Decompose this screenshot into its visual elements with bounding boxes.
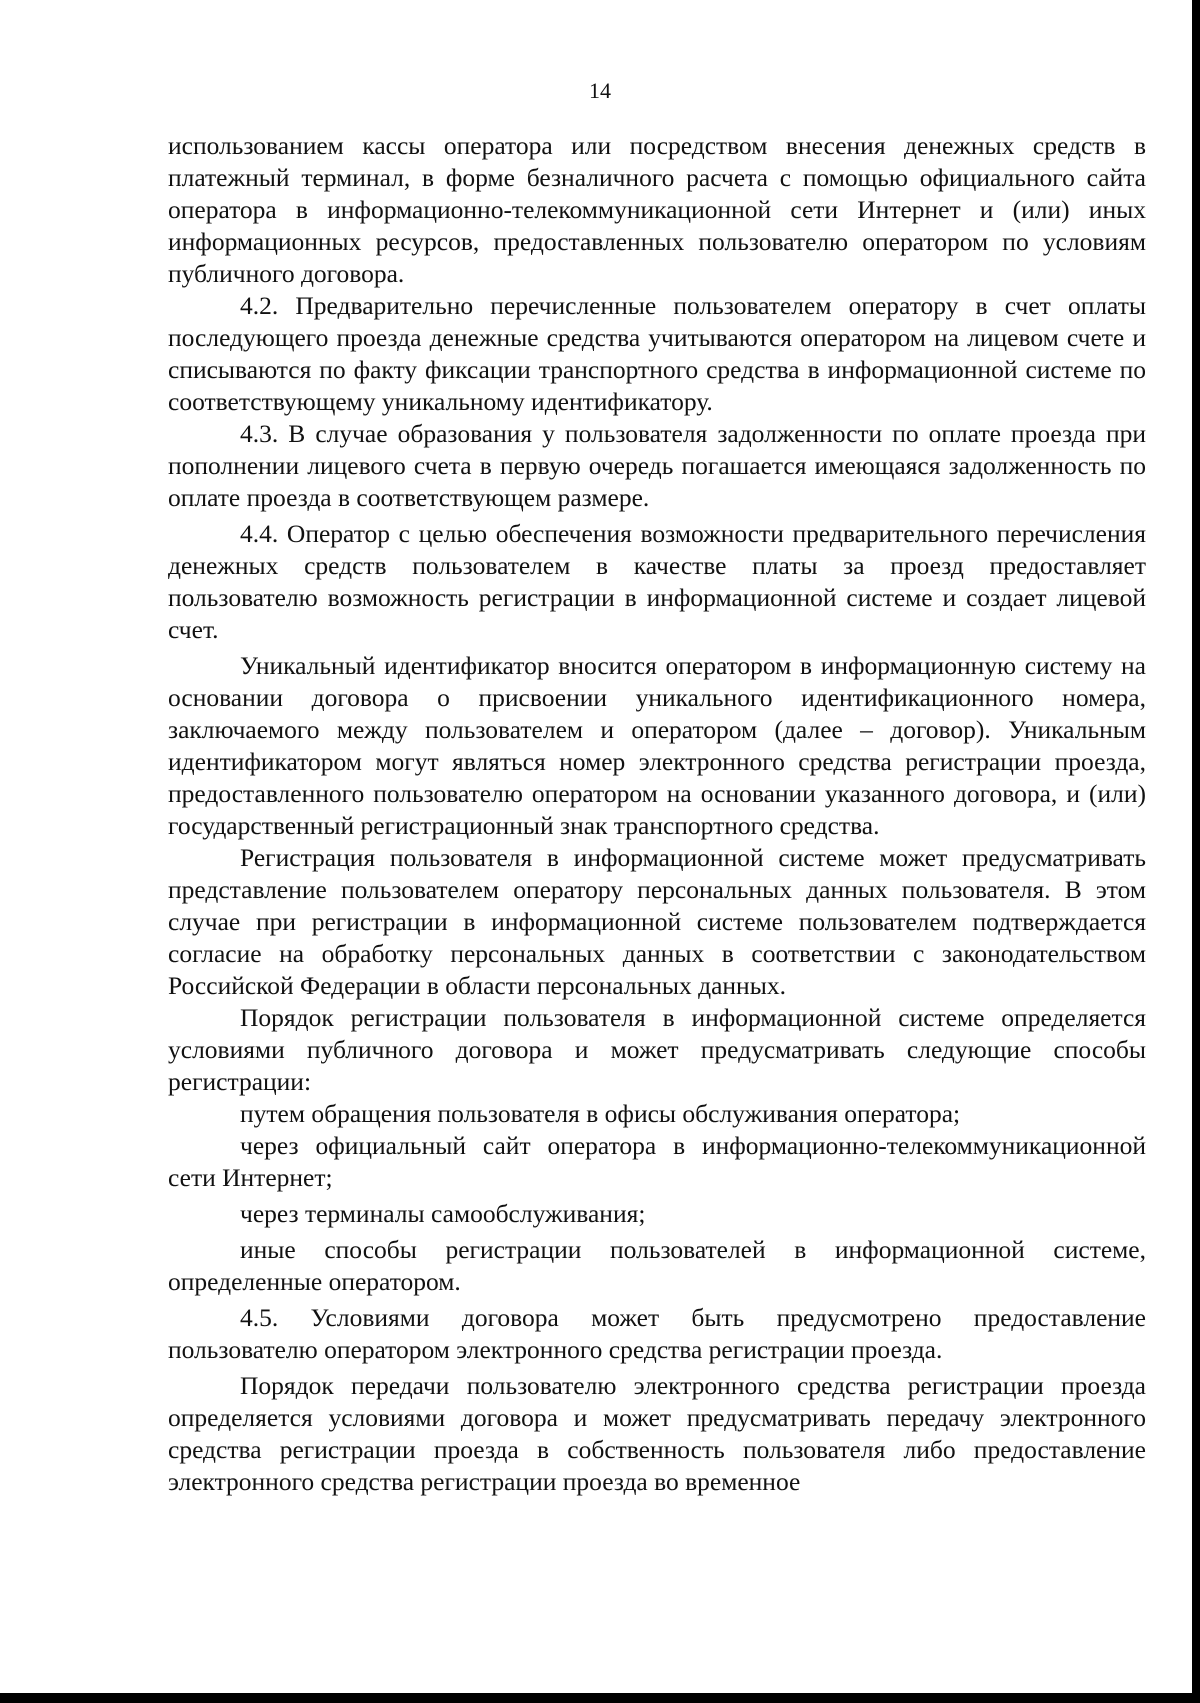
document-body bbox=[168, 130, 1146, 1498]
page-number: 14 bbox=[589, 78, 611, 103]
list-item-other-methods: иные способы регистрации пользователей в информационной системе, определенные оператором. bbox=[168, 1235, 1146, 1296]
paragraph-4-2: 4.2. Предварительно перечисленные пользователем оператору в счет оплаты последующего проезда денежные средства учитываются оператором на лицевом счете и списываются по факту фиксации транспортного средства в информационной системе по соответствующему уникальному идентификатору. bbox=[168, 291, 1146, 416]
paragraph-continuation: использованием кассы оператора или посредством внесения денежных средств в платежный терминал, в форме безналичного расчета с помощью официального сайта оператора в информационно-телекоммуникационной сети Интернет и (или) иных информационных ресурсов, предоставленных пользователю оператором по условиям публичного договора. bbox=[168, 131, 1146, 288]
list-item-offices: путем обращения пользователя в офисы обслуживания оператора; bbox=[240, 1099, 961, 1128]
paragraph-4-3: 4.3. В случае образования у пользователя задолженности по оплате проезда при пополнении лицевого счета в первую очередь погашается имеющаяся задолженность по оплате проезда в соответствующем размере. bbox=[168, 419, 1146, 512]
list-item-website: через официальный сайт оператора в информационно-телекоммуникационной сети Интернет; bbox=[168, 1131, 1146, 1192]
paragraph-4-5: 4.5. Условиями договора может быть предусмотрено предоставление пользователю оператором электронного средства регистрации проезда. bbox=[168, 1303, 1146, 1364]
scan-edge-bottom bbox=[0, 1693, 1200, 1703]
paragraph-4-4: 4.4. Оператор с целью обеспечения возможности предварительного перечисления денежных средств пользователем в качестве платы за проезд предоставляет пользователю возможность регистрации в информационной системе и создает лицевой счет. bbox=[168, 519, 1146, 644]
paragraph-registration: Регистрация пользователя в информационной системе может предусматривать представление пользователем оператору персональных данных пользователя. В этом случае при регистрации в информационной системе пользователем подтверждается согласие на обработку персональных данных в соответствии с законодательством Российской Федерации в области персональных данных. bbox=[168, 843, 1146, 1000]
paragraph-registration-order: Порядок регистрации пользователя в информационной системе определяется условиями публичного договора и может предусматривать следующие способы регистрации: bbox=[168, 1003, 1146, 1096]
scan-edge-right bbox=[1192, 0, 1200, 1703]
paragraph-unique-identifier: Уникальный идентификатор вносится оператором в информационную систему на основании договора о присвоении уникального идентификационного номера, заключаемого между пользователем и оператором (далее – договор). Уникальным идентификатором могут являться номер электронного средства регистрации проезда, предоставленного пользователю оператором на основании указанного договора, и (или) государственный регистрационный знак транспортного средства. bbox=[168, 651, 1146, 840]
list-item-terminals: через терминалы самообслуживания; bbox=[240, 1199, 646, 1228]
paragraph-transfer-order: Порядок передачи пользователю электронного средства регистрации проезда определяется условиями договора и может предусматривать передачу электронного средства регистрации проезда в собственность пользователя либо предоставление электронного средства регистрации проезда во временное bbox=[168, 1371, 1146, 1496]
